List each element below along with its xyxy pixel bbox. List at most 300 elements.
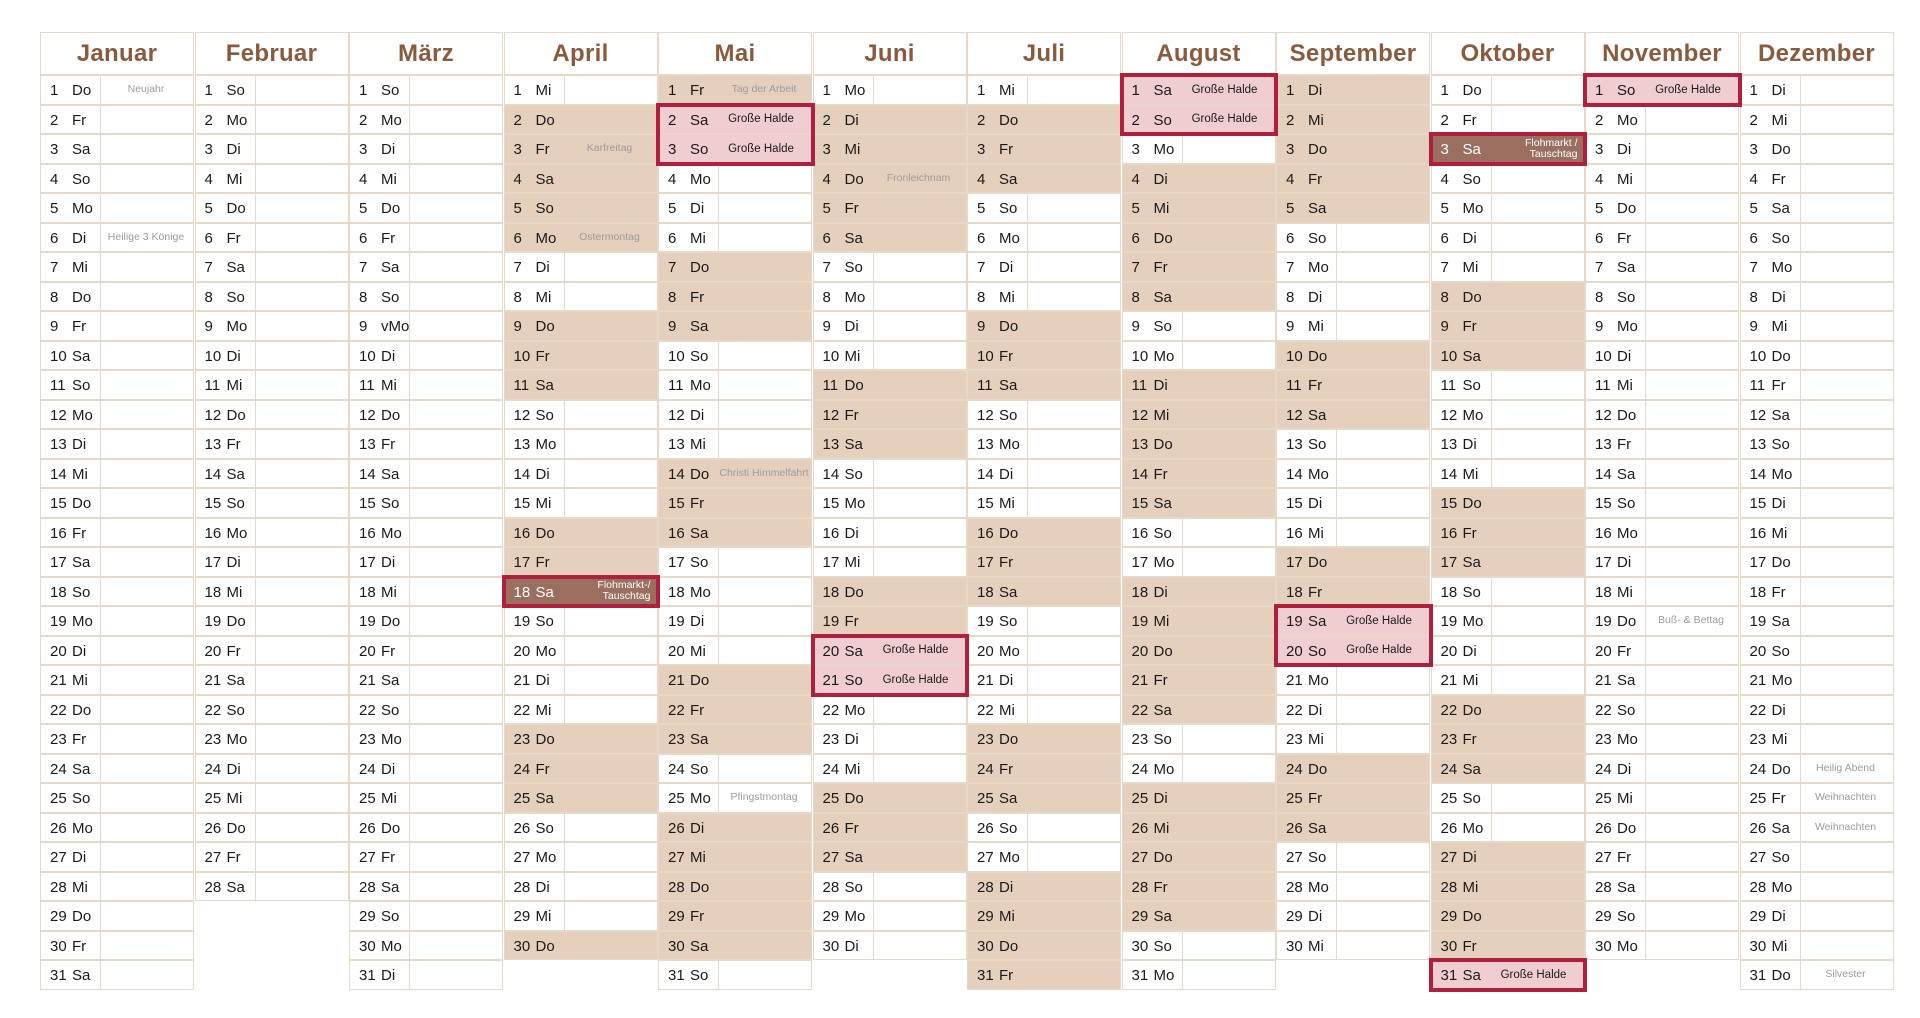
day-cell[interactable] <box>195 105 349 135</box>
day-cell[interactable] <box>967 931 1121 961</box>
day-cell[interactable] <box>1740 252 1894 282</box>
day-cell[interactable] <box>1276 901 1430 931</box>
day-cell[interactable] <box>40 341 194 371</box>
day-cell[interactable] <box>1585 75 1739 105</box>
day-cell[interactable] <box>1431 223 1585 253</box>
day-cell[interactable] <box>1740 488 1894 518</box>
day-cell[interactable] <box>813 577 967 607</box>
day-cell[interactable] <box>658 754 812 784</box>
day-cell[interactable] <box>1431 695 1585 725</box>
day-cell[interactable] <box>1431 252 1585 282</box>
day-cell[interactable] <box>658 282 812 312</box>
day-cell[interactable] <box>349 459 503 489</box>
day-cell[interactable] <box>195 488 349 518</box>
day-cell[interactable] <box>658 488 812 518</box>
day-cell[interactable] <box>1122 341 1276 371</box>
day-cell[interactable] <box>1431 134 1585 164</box>
day-cell[interactable] <box>1431 341 1585 371</box>
day-cell[interactable] <box>1431 665 1585 695</box>
day-cell[interactable] <box>40 75 194 105</box>
day-cell[interactable] <box>504 311 658 341</box>
day-cell[interactable] <box>1431 577 1585 607</box>
day-cell[interactable] <box>1585 193 1739 223</box>
day-cell[interactable] <box>1276 577 1430 607</box>
day-cell[interactable] <box>1740 164 1894 194</box>
day-cell[interactable] <box>813 547 967 577</box>
day-cell[interactable] <box>813 842 967 872</box>
day-cell[interactable] <box>195 341 349 371</box>
day-cell[interactable] <box>349 724 503 754</box>
day-cell[interactable] <box>1122 488 1276 518</box>
day-cell[interactable] <box>813 75 967 105</box>
day-cell[interactable] <box>967 606 1121 636</box>
day-cell[interactable] <box>1740 282 1894 312</box>
day-cell[interactable] <box>658 695 812 725</box>
day-cell[interactable] <box>1122 754 1276 784</box>
day-cell[interactable] <box>658 164 812 194</box>
day-cell[interactable] <box>1122 134 1276 164</box>
day-cell[interactable] <box>195 75 349 105</box>
day-cell[interactable] <box>349 695 503 725</box>
day-cell[interactable] <box>1740 547 1894 577</box>
day-cell[interactable] <box>1122 164 1276 194</box>
day-cell[interactable] <box>349 518 503 548</box>
day-cell[interactable] <box>1276 105 1430 135</box>
day-cell[interactable] <box>40 960 194 990</box>
day-cell[interactable] <box>1276 282 1430 312</box>
day-cell[interactable] <box>349 311 503 341</box>
day-cell[interactable] <box>1431 311 1585 341</box>
day-cell[interactable] <box>967 488 1121 518</box>
day-cell[interactable] <box>349 282 503 312</box>
day-cell[interactable] <box>658 606 812 636</box>
day-cell[interactable] <box>40 901 194 931</box>
day-cell[interactable] <box>1585 724 1739 754</box>
day-cell[interactable] <box>813 105 967 135</box>
day-cell[interactable] <box>349 223 503 253</box>
day-cell[interactable] <box>1122 75 1276 105</box>
day-cell[interactable] <box>813 872 967 902</box>
day-cell[interactable] <box>195 665 349 695</box>
day-cell[interactable] <box>195 695 349 725</box>
day-cell[interactable] <box>813 400 967 430</box>
day-cell[interactable] <box>1431 75 1585 105</box>
day-cell[interactable] <box>195 872 349 902</box>
day-cell[interactable] <box>1276 695 1430 725</box>
day-cell[interactable] <box>40 695 194 725</box>
day-cell[interactable] <box>658 459 812 489</box>
day-cell[interactable] <box>40 665 194 695</box>
day-cell[interactable] <box>504 577 658 607</box>
day-cell[interactable] <box>1585 813 1739 843</box>
day-cell[interactable] <box>349 370 503 400</box>
day-cell[interactable] <box>1740 400 1894 430</box>
day-cell[interactable] <box>1585 400 1739 430</box>
day-cell[interactable] <box>1585 134 1739 164</box>
day-cell[interactable] <box>813 488 967 518</box>
day-cell[interactable] <box>1276 429 1430 459</box>
day-cell[interactable] <box>1276 931 1430 961</box>
day-cell[interactable] <box>1740 724 1894 754</box>
day-cell[interactable] <box>1585 931 1739 961</box>
day-cell[interactable] <box>1276 193 1430 223</box>
day-cell[interactable] <box>1122 813 1276 843</box>
day-cell[interactable] <box>967 459 1121 489</box>
day-cell[interactable] <box>813 134 967 164</box>
day-cell[interactable] <box>658 547 812 577</box>
day-cell[interactable] <box>1740 665 1894 695</box>
day-cell[interactable] <box>1585 872 1739 902</box>
day-cell[interactable] <box>813 252 967 282</box>
day-cell[interactable] <box>658 724 812 754</box>
day-cell[interactable] <box>1585 606 1739 636</box>
day-cell[interactable] <box>813 429 967 459</box>
day-cell[interactable] <box>1740 75 1894 105</box>
day-cell[interactable] <box>504 547 658 577</box>
day-cell[interactable] <box>1585 577 1739 607</box>
day-cell[interactable] <box>1431 813 1585 843</box>
day-cell[interactable] <box>967 842 1121 872</box>
day-cell[interactable] <box>195 842 349 872</box>
day-cell[interactable] <box>349 252 503 282</box>
day-cell[interactable] <box>195 518 349 548</box>
day-cell[interactable] <box>1431 282 1585 312</box>
day-cell[interactable] <box>658 134 812 164</box>
day-cell[interactable] <box>1276 134 1430 164</box>
day-cell[interactable] <box>658 341 812 371</box>
day-cell[interactable] <box>504 223 658 253</box>
day-cell[interactable] <box>504 252 658 282</box>
day-cell[interactable] <box>658 223 812 253</box>
day-cell[interactable] <box>1585 164 1739 194</box>
day-cell[interactable] <box>1122 105 1276 135</box>
day-cell[interactable] <box>658 842 812 872</box>
day-cell[interactable] <box>40 193 194 223</box>
day-cell[interactable] <box>1276 872 1430 902</box>
day-cell[interactable] <box>1276 370 1430 400</box>
day-cell[interactable] <box>1122 429 1276 459</box>
day-cell[interactable] <box>967 105 1121 135</box>
day-cell[interactable] <box>1740 606 1894 636</box>
day-cell[interactable] <box>40 636 194 666</box>
day-cell[interactable] <box>504 370 658 400</box>
day-cell[interactable] <box>967 754 1121 784</box>
day-cell[interactable] <box>1122 577 1276 607</box>
day-cell[interactable] <box>195 813 349 843</box>
day-cell[interactable] <box>504 164 658 194</box>
day-cell[interactable] <box>813 164 967 194</box>
day-cell[interactable] <box>1585 783 1739 813</box>
day-cell[interactable] <box>1585 547 1739 577</box>
day-cell[interactable] <box>1276 547 1430 577</box>
day-cell[interactable] <box>967 665 1121 695</box>
day-cell[interactable] <box>1122 606 1276 636</box>
day-cell[interactable] <box>967 429 1121 459</box>
day-cell[interactable] <box>40 223 194 253</box>
day-cell[interactable] <box>195 134 349 164</box>
day-cell[interactable] <box>813 695 967 725</box>
day-cell[interactable] <box>1122 783 1276 813</box>
day-cell[interactable] <box>967 960 1121 990</box>
day-cell[interactable] <box>504 282 658 312</box>
day-cell[interactable] <box>967 901 1121 931</box>
day-cell[interactable] <box>1122 252 1276 282</box>
day-cell[interactable] <box>195 636 349 666</box>
day-cell[interactable] <box>1431 400 1585 430</box>
day-cell[interactable] <box>1740 931 1894 961</box>
day-cell[interactable] <box>1122 459 1276 489</box>
day-cell[interactable] <box>813 783 967 813</box>
day-cell[interactable] <box>1740 311 1894 341</box>
day-cell[interactable] <box>967 341 1121 371</box>
day-cell[interactable] <box>1122 547 1276 577</box>
day-cell[interactable] <box>1740 842 1894 872</box>
day-cell[interactable] <box>1585 105 1739 135</box>
day-cell[interactable] <box>504 636 658 666</box>
day-cell[interactable] <box>1276 665 1430 695</box>
day-cell[interactable] <box>195 724 349 754</box>
day-cell[interactable] <box>813 813 967 843</box>
day-cell[interactable] <box>1585 901 1739 931</box>
day-cell[interactable] <box>1431 488 1585 518</box>
day-cell[interactable] <box>40 400 194 430</box>
day-cell[interactable] <box>195 400 349 430</box>
day-cell[interactable] <box>658 636 812 666</box>
day-cell[interactable] <box>349 931 503 961</box>
day-cell[interactable] <box>1740 134 1894 164</box>
day-cell[interactable] <box>813 606 967 636</box>
day-cell[interactable] <box>1740 105 1894 135</box>
day-cell[interactable] <box>1431 931 1585 961</box>
day-cell[interactable] <box>1276 75 1430 105</box>
day-cell[interactable] <box>195 577 349 607</box>
day-cell[interactable] <box>195 606 349 636</box>
day-cell[interactable] <box>504 872 658 902</box>
day-cell[interactable] <box>1585 842 1739 872</box>
day-cell[interactable] <box>195 223 349 253</box>
day-cell[interactable] <box>349 341 503 371</box>
day-cell[interactable] <box>504 134 658 164</box>
day-cell[interactable] <box>40 754 194 784</box>
day-cell[interactable] <box>967 282 1121 312</box>
day-cell[interactable] <box>967 518 1121 548</box>
day-cell[interactable] <box>349 842 503 872</box>
day-cell[interactable] <box>1276 842 1430 872</box>
day-cell[interactable] <box>813 193 967 223</box>
day-cell[interactable] <box>349 488 503 518</box>
day-cell[interactable] <box>1276 754 1430 784</box>
day-cell[interactable] <box>1740 960 1894 990</box>
day-cell[interactable] <box>658 518 812 548</box>
day-cell[interactable] <box>1740 813 1894 843</box>
day-cell[interactable] <box>967 311 1121 341</box>
day-cell[interactable] <box>40 547 194 577</box>
day-cell[interactable] <box>967 164 1121 194</box>
day-cell[interactable] <box>349 134 503 164</box>
day-cell[interactable] <box>658 665 812 695</box>
day-cell[interactable] <box>40 872 194 902</box>
day-cell[interactable] <box>658 105 812 135</box>
day-cell[interactable] <box>349 754 503 784</box>
day-cell[interactable] <box>1740 341 1894 371</box>
day-cell[interactable] <box>1740 636 1894 666</box>
day-cell[interactable] <box>1122 695 1276 725</box>
day-cell[interactable] <box>967 370 1121 400</box>
day-cell[interactable] <box>967 724 1121 754</box>
day-cell[interactable] <box>1585 695 1739 725</box>
day-cell[interactable] <box>195 193 349 223</box>
day-cell[interactable] <box>1431 754 1585 784</box>
day-cell[interactable] <box>1122 872 1276 902</box>
day-cell[interactable] <box>1431 518 1585 548</box>
day-cell[interactable] <box>1431 783 1585 813</box>
day-cell[interactable] <box>195 459 349 489</box>
day-cell[interactable] <box>1431 429 1585 459</box>
day-cell[interactable] <box>1276 341 1430 371</box>
day-cell[interactable] <box>1122 370 1276 400</box>
day-cell[interactable] <box>1122 518 1276 548</box>
day-cell[interactable] <box>1276 636 1430 666</box>
day-cell[interactable] <box>504 400 658 430</box>
day-cell[interactable] <box>349 577 503 607</box>
day-cell[interactable] <box>1585 459 1739 489</box>
day-cell[interactable] <box>1431 164 1585 194</box>
day-cell[interactable] <box>1122 842 1276 872</box>
day-cell[interactable] <box>658 901 812 931</box>
day-cell[interactable] <box>40 282 194 312</box>
day-cell[interactable] <box>813 636 967 666</box>
day-cell[interactable] <box>967 252 1121 282</box>
day-cell[interactable] <box>40 164 194 194</box>
day-cell[interactable] <box>658 783 812 813</box>
day-cell[interactable] <box>349 429 503 459</box>
day-cell[interactable] <box>504 488 658 518</box>
day-cell[interactable] <box>1122 960 1276 990</box>
day-cell[interactable] <box>349 960 503 990</box>
day-cell[interactable] <box>1122 636 1276 666</box>
day-cell[interactable] <box>40 518 194 548</box>
day-cell[interactable] <box>195 311 349 341</box>
day-cell[interactable] <box>1276 813 1430 843</box>
day-cell[interactable] <box>195 429 349 459</box>
day-cell[interactable] <box>658 429 812 459</box>
day-cell[interactable] <box>1431 370 1585 400</box>
day-cell[interactable] <box>658 252 812 282</box>
day-cell[interactable] <box>1276 606 1430 636</box>
day-cell[interactable] <box>504 341 658 371</box>
day-cell[interactable] <box>1276 164 1430 194</box>
day-cell[interactable] <box>813 341 967 371</box>
day-cell[interactable] <box>40 724 194 754</box>
day-cell[interactable] <box>967 134 1121 164</box>
day-cell[interactable] <box>1276 223 1430 253</box>
day-cell[interactable] <box>967 400 1121 430</box>
day-cell[interactable] <box>1585 311 1739 341</box>
day-cell[interactable] <box>658 311 812 341</box>
day-cell[interactable] <box>1740 223 1894 253</box>
day-cell[interactable] <box>658 400 812 430</box>
day-cell[interactable] <box>1585 518 1739 548</box>
day-cell[interactable] <box>813 459 967 489</box>
day-cell[interactable] <box>1740 459 1894 489</box>
day-cell[interactable] <box>504 665 658 695</box>
day-cell[interactable] <box>658 960 812 990</box>
day-cell[interactable] <box>967 223 1121 253</box>
day-cell[interactable] <box>195 282 349 312</box>
day-cell[interactable] <box>1431 606 1585 636</box>
day-cell[interactable] <box>1431 724 1585 754</box>
day-cell[interactable] <box>1585 252 1739 282</box>
day-cell[interactable] <box>967 75 1121 105</box>
day-cell[interactable] <box>1585 488 1739 518</box>
day-cell[interactable] <box>1431 459 1585 489</box>
day-cell[interactable] <box>813 724 967 754</box>
day-cell[interactable] <box>1585 754 1739 784</box>
day-cell[interactable] <box>1431 636 1585 666</box>
day-cell[interactable] <box>349 872 503 902</box>
day-cell[interactable] <box>504 105 658 135</box>
day-cell[interactable] <box>1276 459 1430 489</box>
day-cell[interactable] <box>504 75 658 105</box>
day-cell[interactable] <box>1740 193 1894 223</box>
day-cell[interactable] <box>1740 754 1894 784</box>
day-cell[interactable] <box>1122 311 1276 341</box>
day-cell[interactable] <box>1122 400 1276 430</box>
day-cell[interactable] <box>40 783 194 813</box>
day-cell[interactable] <box>1122 223 1276 253</box>
day-cell[interactable] <box>1122 931 1276 961</box>
day-cell[interactable] <box>40 134 194 164</box>
day-cell[interactable] <box>658 931 812 961</box>
day-cell[interactable] <box>349 901 503 931</box>
day-cell[interactable] <box>1276 518 1430 548</box>
day-cell[interactable] <box>504 842 658 872</box>
day-cell[interactable] <box>40 459 194 489</box>
day-cell[interactable] <box>1740 518 1894 548</box>
day-cell[interactable] <box>349 813 503 843</box>
day-cell[interactable] <box>813 931 967 961</box>
day-cell[interactable] <box>40 842 194 872</box>
day-cell[interactable] <box>349 665 503 695</box>
day-cell[interactable] <box>349 783 503 813</box>
day-cell[interactable] <box>504 724 658 754</box>
day-cell[interactable] <box>349 547 503 577</box>
day-cell[interactable] <box>40 105 194 135</box>
day-cell[interactable] <box>1122 193 1276 223</box>
day-cell[interactable] <box>1276 783 1430 813</box>
day-cell[interactable] <box>504 813 658 843</box>
day-cell[interactable] <box>1740 872 1894 902</box>
day-cell[interactable] <box>195 783 349 813</box>
day-cell[interactable] <box>504 783 658 813</box>
day-cell[interactable] <box>40 429 194 459</box>
day-cell[interactable] <box>1585 665 1739 695</box>
day-cell[interactable] <box>504 193 658 223</box>
day-cell[interactable] <box>195 164 349 194</box>
day-cell[interactable] <box>349 105 503 135</box>
day-cell[interactable] <box>1276 724 1430 754</box>
day-cell[interactable] <box>1276 488 1430 518</box>
day-cell[interactable] <box>1276 311 1430 341</box>
day-cell[interactable] <box>40 606 194 636</box>
day-cell[interactable] <box>658 75 812 105</box>
day-cell[interactable] <box>813 223 967 253</box>
day-cell[interactable] <box>1431 872 1585 902</box>
day-cell[interactable] <box>813 754 967 784</box>
day-cell[interactable] <box>813 901 967 931</box>
day-cell[interactable] <box>40 931 194 961</box>
day-cell[interactable] <box>349 193 503 223</box>
